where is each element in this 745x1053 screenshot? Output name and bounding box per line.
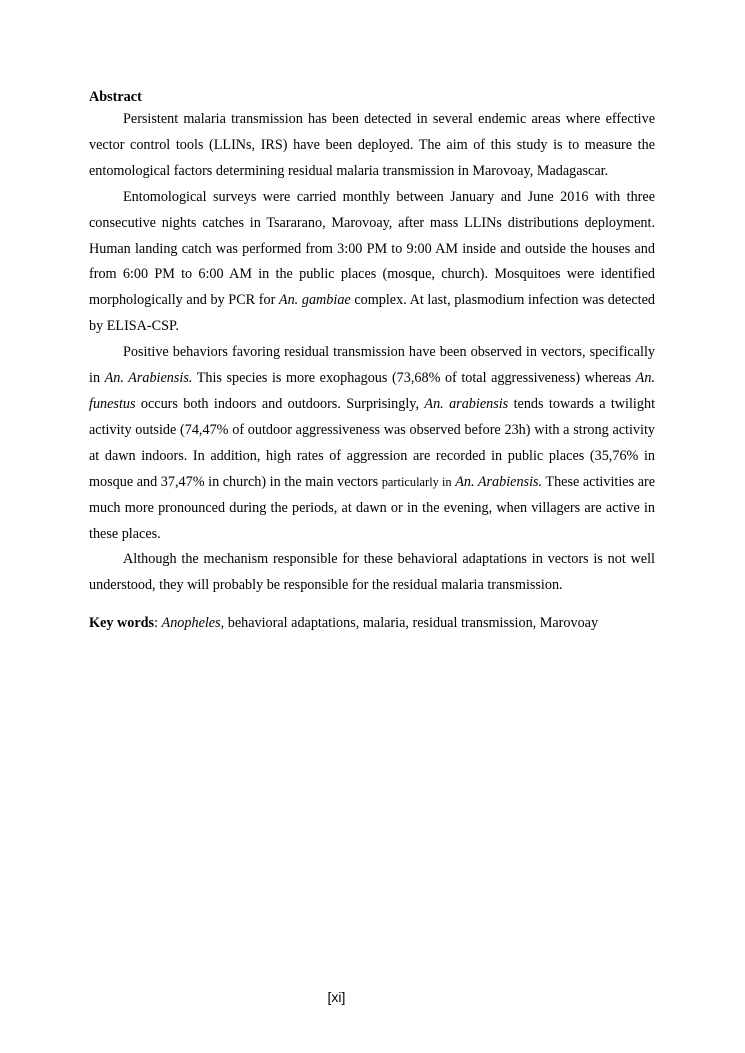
p3-text-b: This species is more exophagous (73,68% of total aggressiveness) whereas: [192, 370, 636, 387]
species-an-funestus: An. funestus: [89, 370, 655, 412]
species-an-arabiensis-2: An. arabiensis: [424, 395, 509, 412]
p3-text-c: occurs both indoors and outdoors. Surprisingly,: [135, 395, 425, 412]
keywords-line: [89, 611, 655, 637]
p3-text-d: tends towards a twilight activity outside (74,47% of outdoor aggressiveness was observed before 23h) with a strong activity at dawn indoors. In addition, high rates of aggression are recorded in public places (35,76% in mosque and 37,47% in church) in the main vectors: [89, 395, 656, 490]
p3-text-f: These activities are much more pronounced during the periods, at dawn or in the evening, when villagers are active in these places.: [89, 473, 656, 542]
species-an-gambiae: An. gambiae: [278, 292, 351, 309]
abstract-paragraph-2: [89, 185, 655, 340]
page-number: [xi]: [327, 989, 346, 1005]
abstract-heading: Abstract: [89, 89, 142, 105]
species-an-arabiensis-1: An. Arabiensis.: [104, 370, 193, 387]
p3-text-a: Positive behaviors favoring residual transmission have been observed in vectors, specifically in: [89, 344, 655, 387]
abstract-paragraph-1: Persistent malaria transmission has been detected in several endemic areas where effective vector control tools (LLINs, IRS) have been deployed. The aim of this study is to measure the entomological factors determining residual malaria transmission in Marovoay, Madagascar.: [89, 111, 655, 179]
keyword-anopheles: Anopheles: [161, 615, 221, 632]
p3-small-text: particularly in: [381, 474, 452, 489]
abstract-paragraph-4: Although the mechanism responsible for these behavioral adaptations in vectors is not well understood, they will probably be responsible for the residual malaria transmission.: [89, 551, 655, 594]
p2-text-a: Entomological surveys were carried monthly between January and June 2016 with three consecutive nights catches in Tsararano, Marovoay, after mass LLINs distributions deployment. Human landing catch was performed from 3:00 PM to 9:00 AM inside and outside the houses and from 6:00 PM to 6:00 AM in the public places (mosque, church). Mosquitoes were identified morphologically and by PCR for: [89, 188, 655, 309]
species-an-arabiensis-3: An. Arabiensis.: [455, 473, 543, 490]
p2-text-b: complex. At last, plasmodium infection was detected by ELISA-CSP.: [89, 292, 656, 335]
keywords-colon: :: [154, 615, 162, 632]
abstract-paragraph-3: [89, 340, 655, 547]
keywords-label: Key words: [89, 615, 155, 632]
keywords-rest: , behavioral adaptations, malaria, residual transmission, Marovoay: [220, 615, 599, 632]
page-content: [89, 87, 655, 637]
